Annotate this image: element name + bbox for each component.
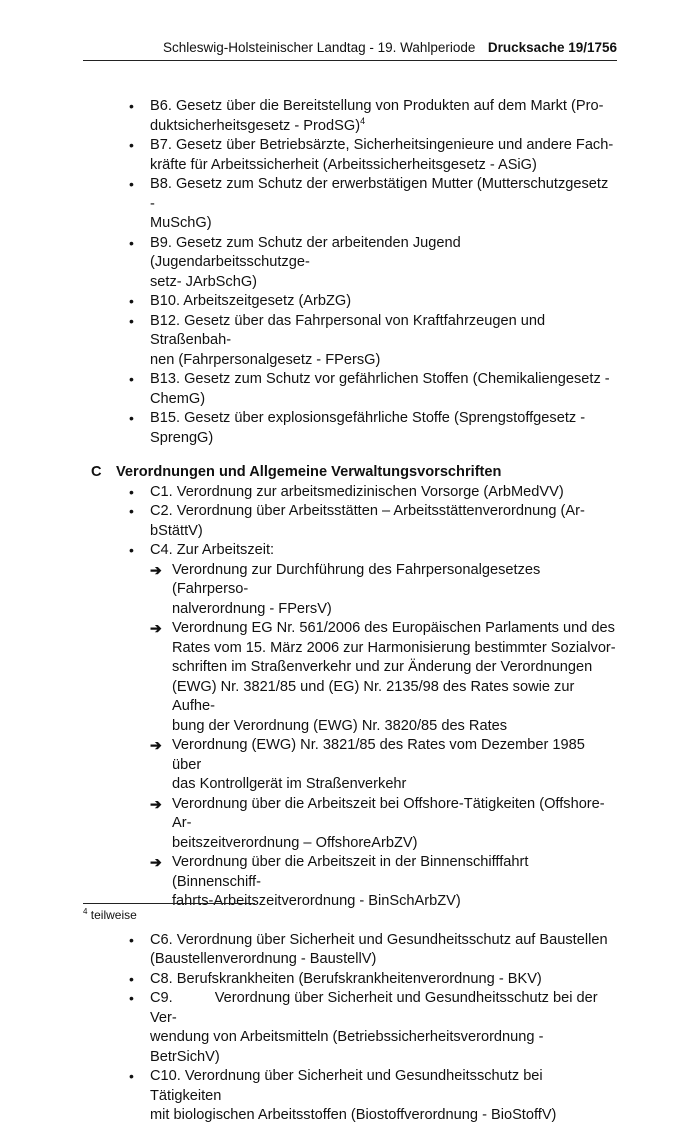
header-title: Schleswig-Holsteinischer Landtag - 19. Wahlperiode bbox=[163, 40, 476, 55]
list-item-b9: • B9. Gesetz zum Schutz der arbeitenden Jugend (Jugendarbeitsschutzge- setz- JArbSchG) bbox=[83, 234, 617, 293]
list-item-b10: • B10. Arbeitszeitgesetz (ArbZG) bbox=[83, 292, 617, 312]
sub-item-offshore: ➔ Verordnung über die Arbeitszeit bei Offshore-Tätigkeiten (Offshore-Ar- beitszeitverordnung – OffshoreArbZV) bbox=[150, 795, 605, 851]
list-item-c8: • C8. Berufskrankheiten (Berufskrankheitenverordnung - BKV) bbox=[83, 970, 617, 990]
spacer bbox=[83, 912, 617, 931]
arrow-right-icon: ➔ bbox=[150, 737, 162, 753]
list-item-b15: • B15. Gesetz über explosionsgefährliche Stoffe (Sprengstoffgesetz - SprengG) bbox=[83, 409, 617, 448]
document-number: Drucksache 19/1756 bbox=[487, 40, 617, 55]
page-header bbox=[83, 38, 617, 61]
list-item-c4: • C4. Zur Arbeitszeit: bbox=[83, 541, 617, 561]
footnote-divider bbox=[83, 903, 255, 904]
arrow-right-icon: ➔ bbox=[150, 854, 162, 870]
footnote-number: 4 bbox=[83, 907, 88, 916]
footnote-text: teilweise bbox=[90, 908, 137, 922]
list-item-b8: • B8. Gesetz zum Schutz der erwerbstätigen Mutter (Mutterschutzgesetz - MuSchG) bbox=[83, 175, 617, 234]
arrow-right-icon: ➔ bbox=[150, 620, 162, 636]
list-item-b12: • B12. Gesetz über das Fahrpersonal von Kraftfahrzeugen und Straßenbah- nen (Fahrpersonalgesetz - FPersG) bbox=[83, 312, 617, 371]
list-item-c1: • C1. Verordnung zur arbeitsmedizinischen Vorsorge (ArbMedVV) bbox=[83, 483, 617, 503]
arrow-right-icon: ➔ bbox=[150, 561, 162, 578]
list-item-c10: • C10. Verordnung über Sicherheit und Gesundheitsschutz bei Tätigkeiten mit biologischen Arbeitsstoffen (Biostoffverordnung - BioStoffV) bbox=[83, 1067, 617, 1126]
list-item-b13: • B13. Gesetz zum Schutz vor gefährlichen Stoffen (Chemikaliengesetz - ChemG) bbox=[83, 370, 617, 409]
section-c-heading bbox=[83, 463, 617, 483]
sub-item-eg-561: ➔ Verordnung EG Nr. 561/2006 des Europäischen Parlaments und des Rates vom 15. März 2006 zur Harmonisierung bestimmter Sozialvor- schriften im Straßenverkehr und zur Änderung der Verordnungen (EWG) Nr. 3821/85 und (EG) Nr. 2135/98 des Rates sowie zur Aufhe- bung der Verordnung (EWG) Nr. 3820/85 des Rates bbox=[150, 620, 616, 734]
arrow-right-icon: ➔ bbox=[150, 795, 162, 812]
sub-item-fpersv: ➔ Verordnung zur Durchführung des Fahrpersonalgesetzes (Fahrperso- nalverordnung - FPersV) bbox=[150, 561, 541, 617]
list-item-c6: • C6. Verordnung über Sicherheit und Gesundheitsschutz auf Baustellen (Baustellenverordnung - BaustellV) bbox=[83, 931, 617, 970]
list-item-c9: • C9. Verordnung über Sicherheit und Gesundheitsschutz bei der Ver- wendung von Arbeitsmitteln (Betriebssicherheitsverordnung - BetrSichV) bbox=[83, 989, 617, 1067]
list-item-c2: • C2. Verordnung über Arbeitsstätten – Arbeitsstättenverordnung (Ar- bStättV) bbox=[83, 502, 617, 541]
sub-item-binnenschiff: ➔ Verordnung über die Arbeitszeit in der Binnenschifffahrt (Binnenschiff- fahrts-Arbeitszeitverordnung - BinSchArbZV) bbox=[150, 854, 529, 909]
c-list-continued bbox=[83, 931, 617, 1126]
list-item-b6: • B6. Gesetz über die Bereitstellung von Produkten auf dem Markt (Pro- duktsicherheitsgesetz - ProdSG)$^4$ bbox=[83, 97, 617, 136]
section-title: Verordnungen und Allgemeine Verwaltungsvorschriften bbox=[116, 464, 502, 480]
section-letter: C bbox=[91, 464, 102, 480]
c4-sublist bbox=[83, 561, 617, 912]
document-body bbox=[83, 97, 617, 1126]
c-list bbox=[83, 483, 617, 561]
footnote-ref: 4 bbox=[360, 115, 366, 126]
footnote bbox=[83, 908, 137, 922]
b-list bbox=[83, 97, 617, 448]
list-item-b7: • B7. Gesetz über Betriebsärzte, Sicherheitsingenieure und andere Fach- kräfte für Arbeitssicherheit (Arbeitssicherheitsgesetz - ASiG) bbox=[83, 136, 617, 175]
sub-item-ewg-3821: ➔ Verordnung (EWG) Nr. 3821/85 des Rates vom Dezember 1985 über das Kontrollgerät im Straßenverkehr bbox=[150, 737, 585, 792]
